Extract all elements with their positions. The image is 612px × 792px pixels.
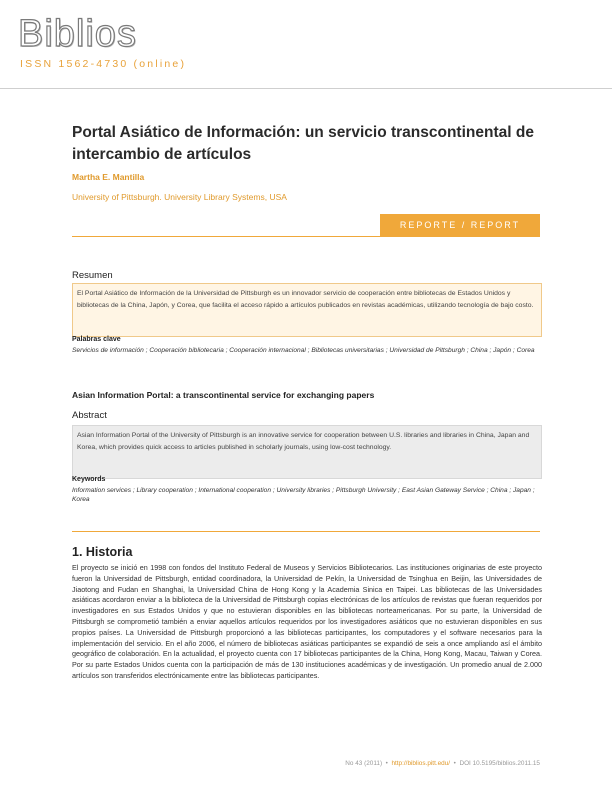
footer-separator: • [385,760,388,767]
article-type-banner: REPORTE / REPORT [380,214,540,236]
section-divider [72,531,540,532]
abstract-heading: Abstract [72,410,107,421]
author-affiliation: University of Pittsburgh. University Library Systems, USA [72,192,287,202]
palabras-clave-heading: Palabras clave [72,336,121,343]
journal-logo: Biblios [18,13,137,55]
article-title: Portal Asiático de Información: un servicio transcontinental de intercambio de artículos [72,124,534,163]
footer-doi: DOI 10.5195/biblios.2011.15 [459,760,540,767]
section-heading: 1. Historia [72,545,133,559]
banner-divider [72,236,540,237]
resumen-heading: Resumen [72,270,113,281]
abstract-box: Asian Information Portal of the University of Pittsburgh is an innovative service for cooperation between U.S. libraries and libraries in China, Japan and Korea, which provides quick access to articles published in scholarly journals, using low-cost technology. [72,425,542,479]
keywords-list: Information services ; Library cooperation ; International cooperation ; University libraries ; Pittsburgh University ; East Asian Gateway Service ; China ; Japan ; Korea [72,487,535,504]
palabras-clave-list: Servicios de información ; Cooperación bibliotecaria ; Cooperación internacional ; Bibliotecas universitarias ; Universidad de Pittsburgh ; China ; Japón ; Corea [72,347,535,354]
footer-url-link[interactable]: http://biblios.pitt.edu/ [391,760,451,767]
english-title: Asian Information Portal: a transcontinental service for exchanging papers [72,390,375,400]
header-divider [0,88,612,89]
article-author: Martha E. Mantilla [72,172,145,182]
section-body: El proyecto se inició en 1998 con fondos del Instituto Federal de Museos y Servicios Bibliotecarios. Las instituciones originarias de este proyecto fueron la Universidad de Pittsburgh, entidad coordinadora, la Universidad de Pekín, la Universidad de Tsinghua en Beijin, las Universidades de Jiaotong and Fudan en Shanghai, la Universidad China de Hong Kong y la Academia Sinica en Taipei. Las bibliotecas de las Universidades asiáticas acordaron enviar a la biblioteca de la Universidad de Pittsburgh copias electrónicas de los artículos de revistas que fueran requeridos por investigadores en sus Estados Unidos y que no estuvieran disponibles en las bibliotecas norteamericanas. Por su parte, la Universidad de Pittsburgh se comprometió también a enviar aquellos artículos requeridos por los investigadores asiáticos que no estuvieran disponibles en sus propios países. La Universidad de Pittsburgh proporcionó a las bibliotecas participantes, los computadores y el software necesarios para la implementación del servicio. En el año 2006, el número de bibliotecas asiáticas participantes se expandió de seis a once ampliando así el ámbito geográfico de colaboración. En la actualidad, el proyecto cuenta con 17 bibliotecas participantes de la China, Hong Kong, Macau, Taiwan y Corea. Por su parte Estados Unidos cuenta con la participación de más de 130 instituciones académicas y de investigación. Un promedio anual de 2.000 artículos son transferidos electrónicamente entre las bibliotecas participantes. [72,563,542,680]
page-footer [72,760,540,767]
issn-label: ISSN 1562-4730 (online) [20,58,187,70]
footer-separator: • [453,760,456,767]
journal-header [0,0,612,90]
footer-issue: No 43 (2011) [345,760,383,767]
keywords-heading: Keywords [72,476,106,483]
resumen-box: El Portal Asiático de Información de la Universidad de Pittsburgh es un innovador servicio de cooperación entre bibliotecas de Estados Unidos y bibliotecas de la China, Japón, y Corea, que facilita el acceso rápido a artículos publicados en revistas académicas, utilizando tecnología de bajo costo. [72,283,542,337]
